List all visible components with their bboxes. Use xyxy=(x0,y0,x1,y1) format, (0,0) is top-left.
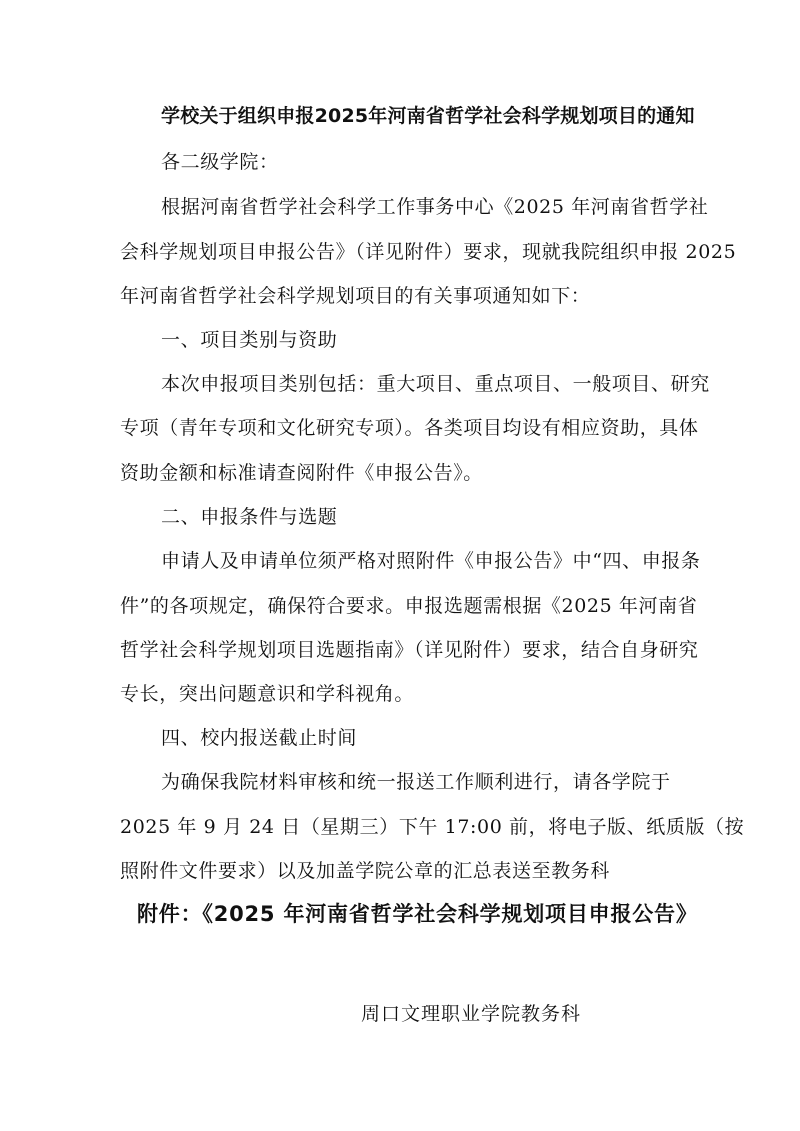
section1-line-1: 本次申报项目类别包括：重大项目、重点项目、一般项目、研究 xyxy=(161,373,710,395)
section2-line-4: 专长，突出问题意识和学科视角。 xyxy=(120,683,415,705)
section1-line-2: 专项（青年专项和文化研究专项）。各类项目均设有相应资助，具体 xyxy=(120,417,699,439)
section2-line-1: 申请人及申请单位须严格对照附件《申报公告》中“四、申报条 xyxy=(161,550,701,572)
section-heading-2: 二、申报条件与选题 xyxy=(161,506,338,528)
section4-line-1: 为确保我院材料审核和统一报送工作顺利进行，请各学院于 xyxy=(161,771,671,793)
section2-line-2: 件”的各项规定，确保符合要求。申报选题需根据《2025 年河南省 xyxy=(120,595,698,617)
attachment-line: 附件：《2025 年河南省哲学社会科学规划项目申报公告》 xyxy=(137,902,698,926)
section4-line-2: 2025 年 9 月 24 日（星期三）下午 17:00 前，将电子版、纸质版（按 xyxy=(120,816,745,838)
section1-line-3: 资助金额和标准请查阅附件《申报公告》。 xyxy=(120,462,483,484)
section-heading-4: 四、校内报送截止时间 xyxy=(161,727,358,749)
salutation: 各二级学院： xyxy=(161,151,279,173)
section2-line-3: 哲学社会科学规划项目选题指南》（详见附件）要求，结合自身研究 xyxy=(120,639,699,661)
intro-line-2: 会科学规划项目申报公告》（详见附件）要求，现就我院组织申报 2025 xyxy=(120,241,737,263)
intro-line-1: 根据河南省哲学社会科学工作事务中心《2025 年河南省哲学社 xyxy=(161,196,709,218)
intro-line-3: 年河南省哲学社会科学规划项目的有关事项通知如下： xyxy=(120,285,591,307)
signature: 周口文理职业学院教务科 xyxy=(361,1003,582,1025)
document-title: 学校关于组织申报2025年河南省哲学社会科学规划项目的通知 xyxy=(161,105,695,127)
section4-line-3: 照附件文件要求）以及加盖学院公章的汇总表送至教务科 xyxy=(120,860,611,882)
section-heading-1: 一、项目类别与资助 xyxy=(161,329,338,351)
